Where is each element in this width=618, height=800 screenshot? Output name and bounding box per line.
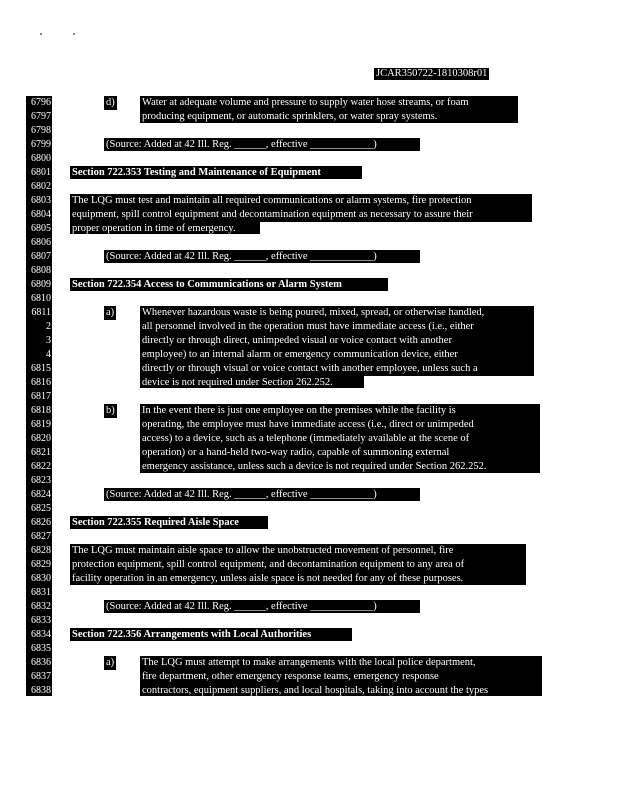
line-number: 6797: [31, 111, 51, 122]
text-line: protection equipment, spill control equipment, and decontamination equipment to any area of: [70, 558, 526, 572]
text-line: The LQG must test and maintain all required communications or alarm systems, fire protection: [70, 194, 532, 208]
line-number: 6831: [31, 587, 51, 598]
scan-speck: [40, 33, 42, 35]
text-line: directly or through direct, unimpeded visual or voice contact with another: [140, 334, 534, 348]
line-number: 6809: [31, 279, 51, 290]
line-number: 6810: [31, 293, 51, 304]
line-number: 6829: [31, 559, 51, 570]
line-number: 6824: [31, 489, 51, 500]
line-number: 6798: [31, 125, 51, 136]
source-note: (Source: Added at 42 Ill. Reg. ______, effective ____________): [104, 138, 420, 151]
item-label-b: b): [106, 405, 115, 416]
line-number: 6833: [31, 615, 51, 626]
text-line: facility operation in an emergency, unless aisle space is not needed for any of these purposes.: [70, 572, 526, 585]
line-number: 6808: [31, 265, 51, 276]
line-number: 6804: [31, 209, 51, 220]
source-note: (Source: Added at 42 Ill. Reg. ______, effective ____________): [104, 488, 420, 501]
line-number: 6818: [31, 405, 51, 416]
line-number: 6805: [31, 223, 51, 234]
source-note: (Source: Added at 42 Ill. Reg. ______, effective ____________): [104, 600, 420, 613]
text-line: access) to a device, such as a telephone (immediately available at the scene of: [140, 432, 540, 446]
line-number: 6837: [31, 671, 51, 682]
line-number: 6796: [31, 97, 51, 108]
line-number: 6832: [31, 601, 51, 612]
line-number: 6828: [31, 545, 51, 556]
section-heading: Section 722.356 Arrangements with Local Authorities: [70, 628, 352, 641]
line-number: 6803: [31, 195, 51, 206]
line-number: 6820: [31, 433, 51, 444]
text-line: directly or through visual or voice contact with another employee, unless such a: [140, 362, 534, 376]
line-number: 2: [46, 321, 51, 332]
line-number: 6802: [31, 181, 51, 192]
text-line: fire department, other emergency response teams, emergency response: [140, 670, 542, 684]
line-number: 6816: [31, 377, 51, 388]
section-heading: Section 722.355 Required Aisle Space: [70, 516, 268, 529]
line-number: 6822: [31, 461, 51, 472]
line-number: 6825: [31, 503, 51, 514]
line-number: 6801: [31, 167, 51, 178]
line-number: 6821: [31, 447, 51, 458]
item-label-d: d): [106, 97, 115, 108]
line-number: 6836: [31, 657, 51, 668]
text-line: Water at adequate volume and pressure to supply water hose streams, or foam: [140, 96, 518, 110]
text-line: all personnel involved in the operation must have immediate access (i.e., either: [140, 320, 534, 334]
line-number: 4: [46, 349, 51, 360]
text-line: device is not required under Section 262.252.: [140, 376, 364, 388]
line-number: 6838: [31, 685, 51, 696]
line-number: 6834: [31, 629, 51, 640]
section-heading: Section 722.354 Access to Communications or Alarm System: [70, 278, 388, 291]
line-number: 6807: [31, 251, 51, 262]
line-number: 6806: [31, 237, 51, 248]
text-line: contractors, equipment suppliers, and local hospitals, taking into account the types: [140, 684, 542, 696]
text-line: In the event there is just one employee on the premises while the facility is: [140, 404, 540, 418]
line-number: 6817: [31, 391, 51, 402]
source-note: (Source: Added at 42 Ill. Reg. ______, effective ____________): [104, 250, 420, 263]
document-id-header: JCAR350722-1810308r01: [376, 68, 488, 79]
line-number: 6835: [31, 643, 51, 654]
line-number: 6800: [31, 153, 51, 164]
text-line: Whenever hazardous waste is being poured, mixed, spread, or otherwise handled,: [140, 306, 534, 320]
line-number: 3: [46, 335, 51, 346]
text-line: producing equipment, or automatic sprinklers, or water spray systems.: [140, 110, 518, 123]
text-line: The LQG must attempt to make arrangements with the local police department,: [140, 656, 542, 670]
line-number: 6827: [31, 531, 51, 542]
scan-speck: [73, 33, 75, 35]
line-number: 6799: [31, 139, 51, 150]
text-line: The LQG must maintain aisle space to allow the unobstructed movement of personnel, fire: [70, 544, 526, 558]
line-number: 6815: [31, 363, 51, 374]
line-number: 6823: [31, 475, 51, 486]
line-number: 6826: [31, 517, 51, 528]
line-number: 6811: [31, 307, 51, 318]
text-line: operation) or a hand-held two-way radio, capable of summoning external: [140, 446, 540, 460]
text-line: equipment, spill control equipment and decontamination equipment as necessary to assure their: [70, 208, 532, 222]
text-line: proper operation in time of emergency.: [70, 222, 260, 234]
text-line: operating, the employee must have immediate access (i.e., direct or unimpeded: [140, 418, 540, 432]
item-label-a: a): [106, 307, 115, 318]
text-line: emergency assistance, unless such a device is not required under Section 262.252.: [140, 460, 540, 473]
text-line: employee) to an internal alarm or emergency communication device, either: [140, 348, 534, 362]
item-label-a: a): [106, 657, 115, 668]
line-number: 6819: [31, 419, 51, 430]
section-heading: Section 722.353 Testing and Maintenance of Equipment: [70, 166, 362, 179]
line-number: 6830: [31, 573, 51, 584]
